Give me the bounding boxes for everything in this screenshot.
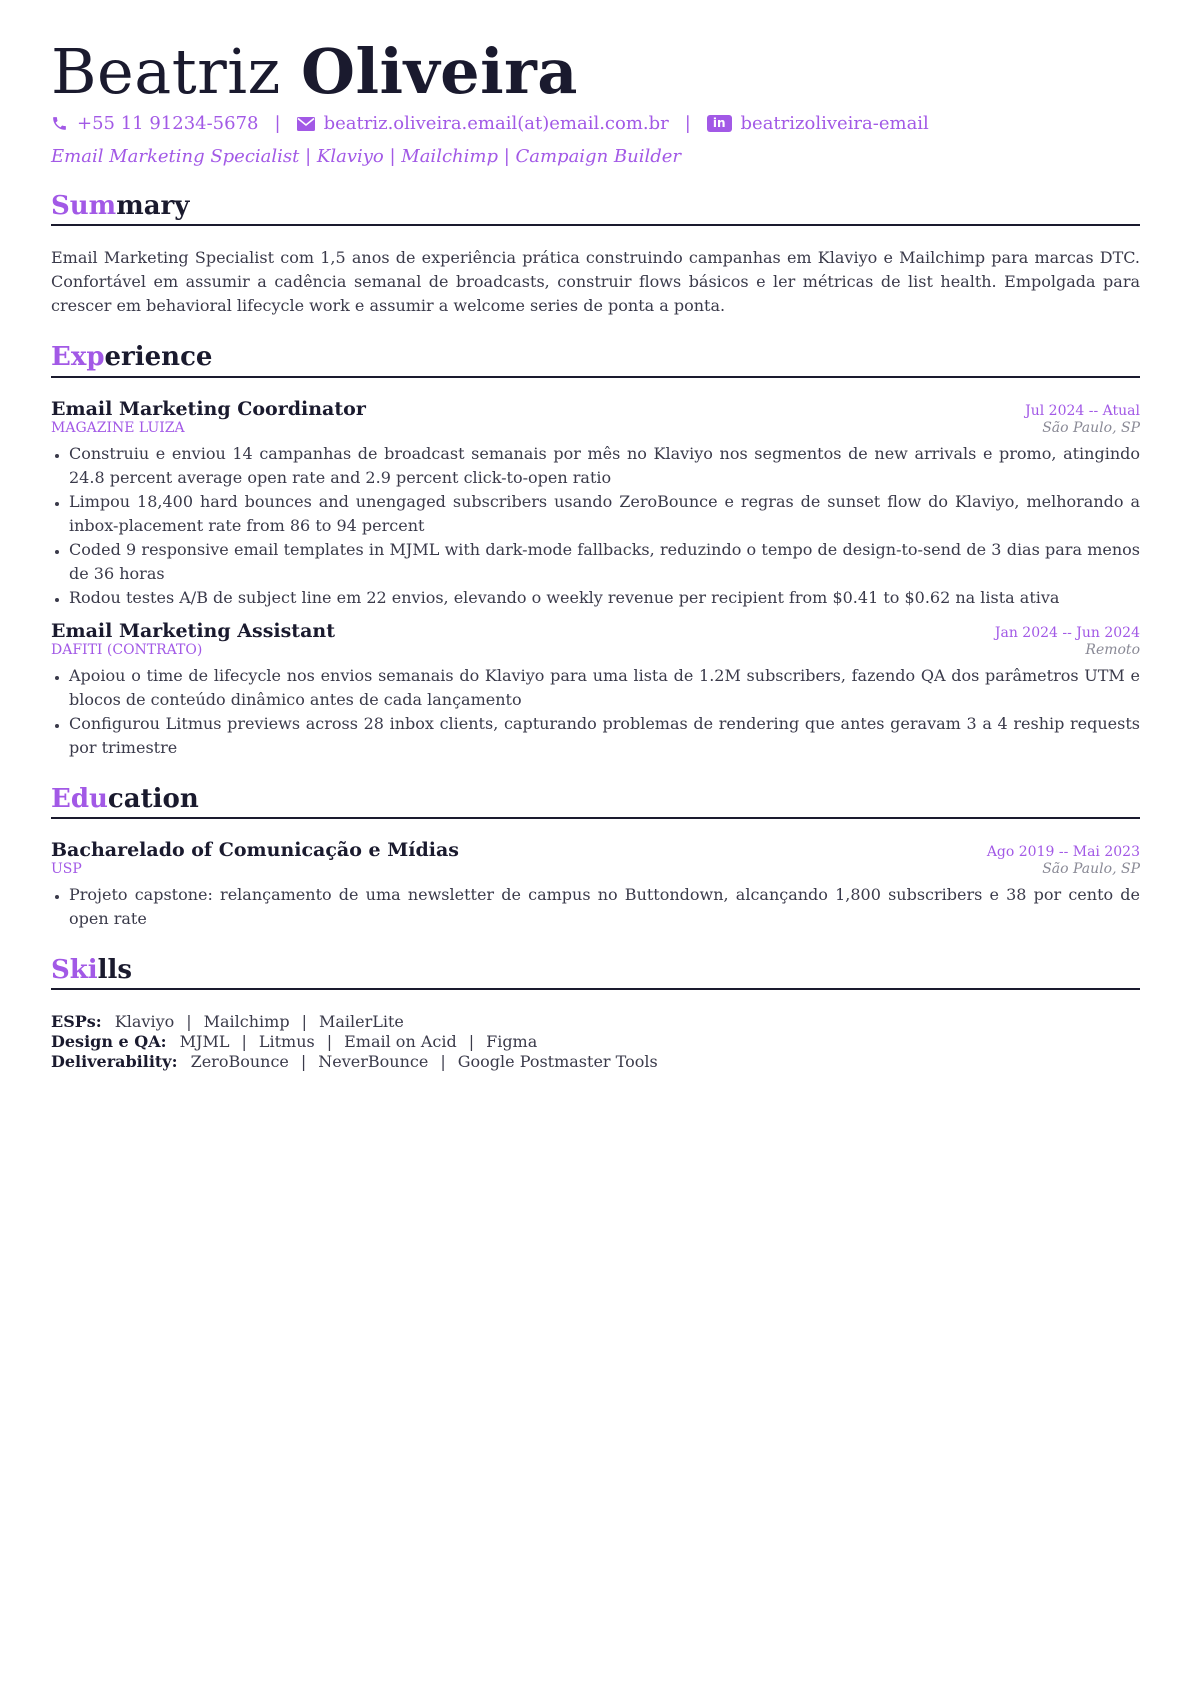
heading-rest: lls (97, 954, 133, 985)
company-name: MAGAZINE LUIZA (51, 419, 185, 436)
skill-row-esps (51, 1012, 1140, 1032)
education-dates: Ago 2019 -- Mai 2023 (986, 843, 1140, 860)
skill-item: Google Postmaster Tools (457, 1052, 658, 1072)
skill-item: Email on Acid (344, 1032, 457, 1052)
job-bullets (51, 664, 1140, 760)
skill-item: Mailchimp (203, 1012, 290, 1032)
heading-accent: Edu (51, 783, 108, 814)
phone-number: +55 11 91234-5678 (77, 113, 259, 135)
section-heading (51, 342, 1140, 377)
heading-rest: mary (116, 191, 190, 222)
resume-header (51, 36, 1140, 167)
bullet-item: • Apoiou o time de lifecycle nos envios semanais do Klaviyo para uma lista de 1.2M subscribers, fazendo QA dos parâmetros UTM e blocos de conteúdo dinâmico antes de cada lançamento (69, 664, 1140, 712)
skill-separator: | (301, 1012, 307, 1032)
bullet-item: • Coded 9 responsive email templates in MJML with dark-mode fallbacks, reduzindo o tempo de design-to-send de 3 dias para menos de 36 horas (69, 538, 1140, 586)
phone-contact[interactable] (51, 113, 259, 134)
experience-section (51, 342, 1140, 759)
email-address: beatriz.oliveira.email(at)email.com.br (323, 113, 669, 135)
skill-separator: | (300, 1052, 307, 1072)
skill-item: MJML (179, 1032, 230, 1052)
skill-item: Litmus (258, 1032, 315, 1052)
skills-list (51, 1012, 1140, 1072)
company-name: DAFITI (CONTRATO) (51, 641, 203, 658)
job-dates: Jan 2024 -- Jun 2024 (994, 624, 1140, 641)
skill-row-design-qa (51, 1032, 1140, 1052)
candidate-name (51, 36, 1140, 107)
bullet-item: • Projeto capstone: relançamento de uma newsletter de campus no Buttondown, alcançando 1,800 subscribers e 38 por cento de open rate (69, 883, 1140, 931)
skill-item: NeverBounce (318, 1052, 429, 1072)
section-heading (51, 191, 1140, 226)
school-location: São Paulo, SP (1042, 860, 1140, 877)
envelope-icon (297, 117, 315, 131)
job-location: São Paulo, SP (1042, 419, 1140, 436)
education-section (51, 784, 1140, 931)
heading-rest: cation (107, 783, 199, 814)
job-bullets (51, 442, 1140, 610)
skill-category: Deliverability: (51, 1052, 178, 1072)
skill-category: ESPs: (51, 1012, 102, 1032)
education-entry (51, 839, 1140, 931)
linkedin-handle: beatrizoliveira-email (740, 113, 929, 135)
job-entry (51, 398, 1140, 610)
job-title: Email Marketing Assistant (51, 619, 335, 642)
education-bullets (51, 883, 1140, 931)
skill-item: Klaviyo (114, 1012, 175, 1032)
skill-item: ZeroBounce (190, 1052, 289, 1072)
summary-text: Email Marketing Specialist com 1,5 anos de experiência prática construindo campanhas em Klaviyo e Mailchimp para marcas DTC. Confortável em assumir a cadência semanal de broadcasts, construir flows básicos e ler métricas de list health. Empolgada para crescer em behavioral lifecycle work e assumir a welcome series de ponta a ponta. (51, 248, 1140, 316)
job-title: Email Marketing Coordinator (51, 397, 366, 420)
skill-row-deliverability (51, 1052, 1140, 1072)
last-name: Oliveira (300, 35, 578, 108)
job-entry (51, 620, 1140, 760)
school-name: USP (51, 860, 82, 877)
bullet-item: • Construiu e enviou 14 campanhas de broadcast semanais por mês no Klaviyo nos segmentos de new arrivals e promo, atingindo 24.8 percent average open rate and 2.9 percent click-to-open ratio (69, 442, 1140, 490)
contact-separator: | (684, 113, 691, 135)
degree-title: Bacharelado of Comunicação e Mídias (51, 838, 459, 861)
bullet-item: • Limpou 18,400 hard bounces and unengaged subscribers usando ZeroBounce e regras de sunset flow do Klaviyo, melhorando a inbox-placement rate from 86 to 94 percent (69, 490, 1140, 538)
bullet-item: • Configurou Litmus previews across 28 inbox clients, capturando problemas de rendering que antes geravam 3 a 4 reship requests por trimestre (69, 712, 1140, 760)
bullet-item: • Rodou testes A/B de subject line em 22 envios, elevando o weekly revenue per recipient from $0.41 to $0.62 na lista ativa (69, 586, 1140, 610)
email-contact[interactable] (297, 113, 669, 134)
contact-separator: | (274, 113, 281, 135)
linkedin-icon: in (707, 115, 732, 132)
skill-separator: | (186, 1012, 192, 1032)
skill-category: Design e QA: (51, 1032, 167, 1052)
section-heading (51, 955, 1140, 990)
job-dates: Jul 2024 -- Atual (1025, 402, 1140, 419)
skill-separator: | (440, 1052, 446, 1072)
linkedin-contact[interactable] (707, 113, 929, 134)
skill-separator: | (468, 1032, 475, 1052)
skills-section (51, 955, 1140, 1072)
heading-accent: Exp (51, 342, 105, 373)
heading-accent: Sum (51, 191, 117, 222)
heading-rest: erience (104, 342, 213, 373)
skill-separator: | (326, 1032, 333, 1052)
skill-separator: | (241, 1032, 247, 1052)
job-location: Remoto (1085, 641, 1140, 658)
tagline: Email Marketing Specialist | Klaviyo | Mailchimp | Campaign Builder (51, 146, 682, 168)
skill-item: MailerLite (318, 1012, 404, 1032)
contact-line (51, 113, 1140, 134)
heading-accent: Ski (51, 954, 98, 985)
summary-section (51, 191, 1140, 318)
skill-item: Figma (486, 1032, 538, 1052)
section-heading (51, 784, 1140, 819)
phone-icon (51, 115, 68, 132)
first-name: Beatriz (51, 35, 281, 108)
